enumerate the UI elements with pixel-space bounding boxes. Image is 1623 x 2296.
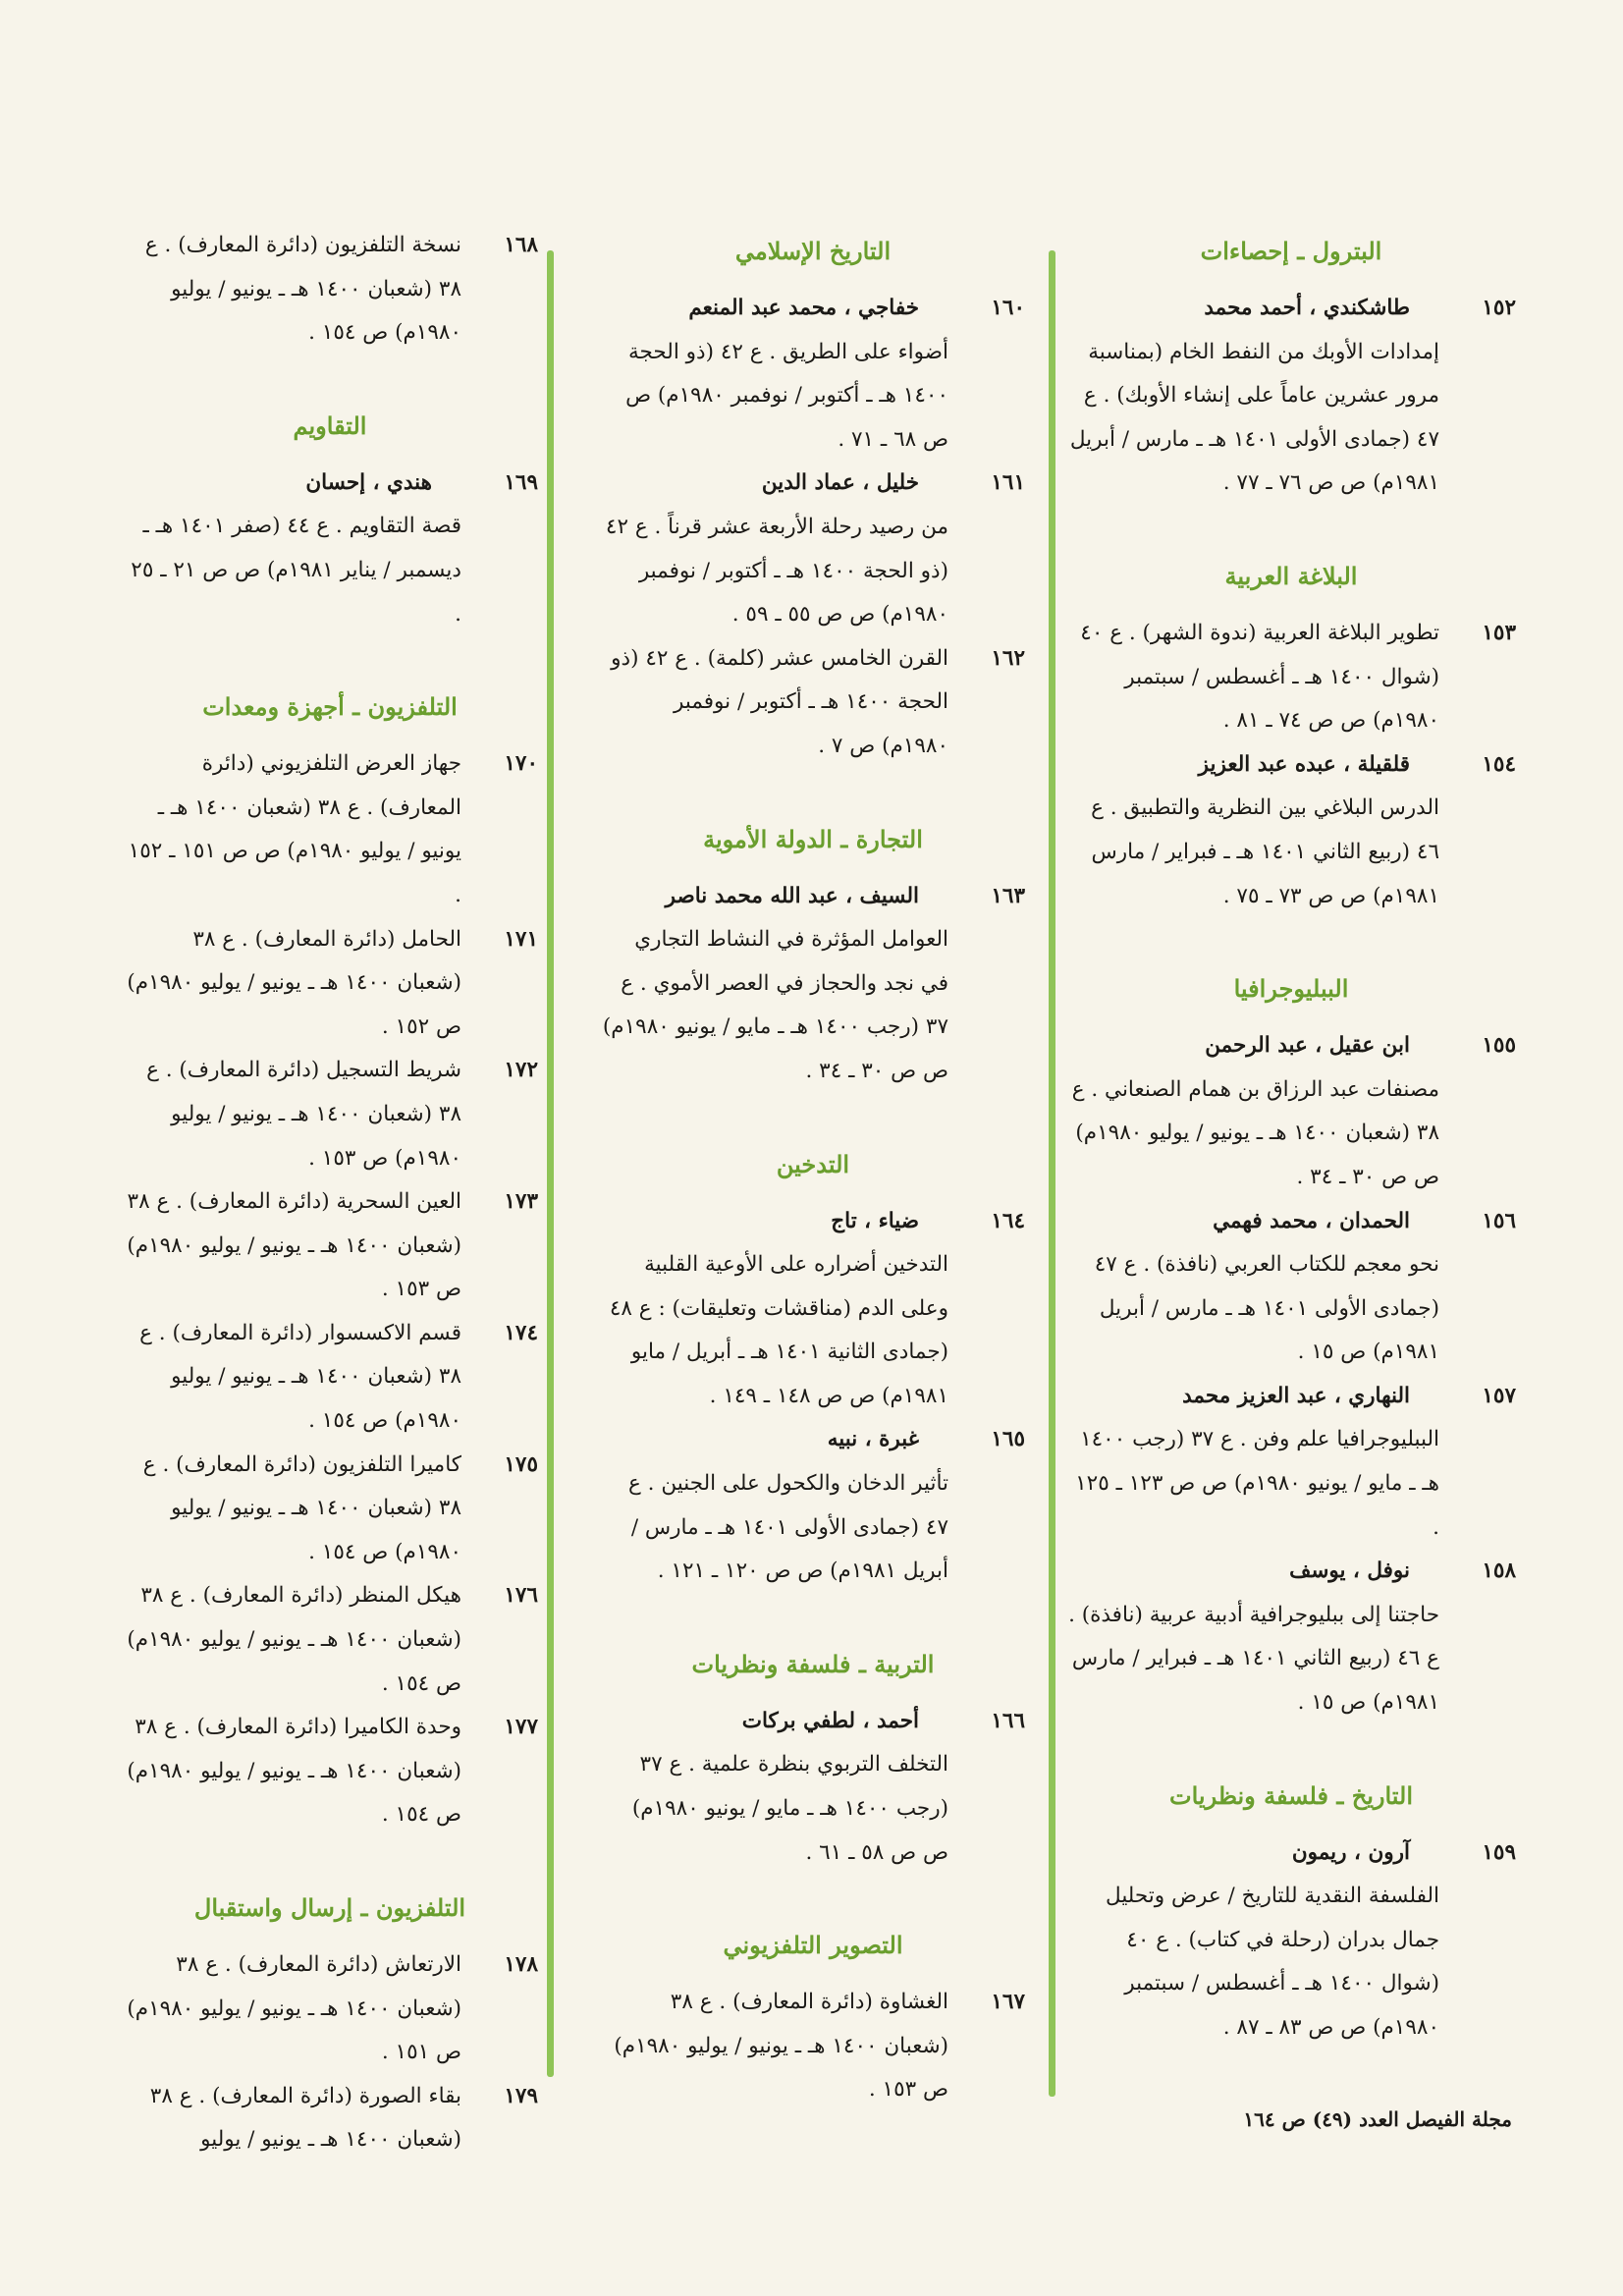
- entry-number: ١٦٦: [991, 1708, 1025, 1733]
- entry-text: الغشاوة (دائرة المعارف) . ع ٣٨ (شعبان ١٤٠٠ هـ ـ يونيو / يوليو ١٩٨٠م) ص ١٥٣ .: [614, 1990, 948, 2103]
- index-entry: [601, 1981, 1025, 2112]
- entry-text: تطوير البلاغة العربية (ندوة الشهر) . ع ٤٠ (شوال ١٤٠٠ هـ ـ أغسطس / سبتمبر ١٩٨٠م) ص ص ٧٤ ـ ٨١ .: [1080, 620, 1439, 734]
- index-entry: [1066, 1024, 1516, 1199]
- index-entry: [1066, 1375, 1516, 1550]
- entry-number: ١٧٨: [504, 1952, 538, 1977]
- entry-text: الحامل (دائرة المعارف) . ع ٣٨ (شعبان ١٤٠٠ هـ ـ يونيو / يوليو ١٩٨٠م) ص ١٥٢ .: [127, 926, 461, 1039]
- entry-author: ابن عقيل ، عبد الرحمن: [1205, 1033, 1410, 1059]
- entry-author: الحمدان ، محمد فهمي: [1213, 1208, 1410, 1233]
- entry-number: ١٥٤: [1482, 751, 1516, 777]
- section-heading: التقاويم: [293, 410, 367, 440]
- section-heading: التربية ـ فلسفة ونظريات: [691, 1649, 935, 1678]
- index-entry: [601, 287, 1025, 462]
- index-entry: [122, 742, 538, 917]
- index-entry: [122, 1049, 538, 1180]
- section-heading: التاريخ ـ فلسفة ونظريات: [1168, 1780, 1413, 1810]
- section-heading: التلفزيون ـ أجهزة ومعدات: [202, 692, 458, 722]
- index-entry: [122, 918, 538, 1050]
- entry-number: ١٦١: [991, 470, 1025, 496]
- entry-number: ١٥٣: [1482, 620, 1516, 645]
- entry-number: ١٥٨: [1482, 1558, 1516, 1584]
- entry-number: ١٦٥: [991, 1427, 1025, 1452]
- entry-number: ١٥٥: [1482, 1033, 1516, 1059]
- index-entry: [122, 462, 538, 636]
- entry-text: تأثير الدخان والكحول على الجنين . ع ٤٧ (جمادى الأولى ١٤٠١ هـ ـ مارس / أبريل ١٩٨١م) ص ص ١٢٠ ـ ١٢١ .: [628, 1471, 948, 1584]
- entry-number: ١٧٦: [504, 1583, 538, 1609]
- entry-text: وحدة الكاميرا (دائرة المعارف) . ع ٣٨ (شعبان ١٤٠٠ هـ ـ يونيو / يوليو ١٩٨٠م) ص ١٥٤ .: [127, 1715, 461, 1828]
- entry-text: بقاء الصورة (دائرة المعارف) . ع ٣٨ (شعبان ١٤٠٠ هـ ـ يونيو / يوليو: [149, 2083, 461, 2153]
- entry-author: قلقيلة ، عبده عبد العزيز: [1198, 751, 1410, 777]
- entry-text: الارتعاش (دائرة المعارف) . ع ٣٨ (شعبان ١٤٠٠ هـ ـ يونيو / يوليو ١٩٨٠م) ص ١٥١ .: [127, 1952, 461, 2065]
- index-entry: [1066, 612, 1516, 743]
- entry-text: شريط التسجيل (دائرة المعارف) . ع ٣٨ (شعبان ١٤٠٠ هـ ـ يونيو / يوليو ١٩٨٠م) ص ١٥٣ .: [146, 1058, 461, 1171]
- entry-number: ١٧٥: [504, 1451, 538, 1477]
- section-heading: التدخين: [776, 1149, 850, 1178]
- index-entry: [601, 637, 1025, 769]
- entry-number: ١٦٣: [991, 883, 1025, 908]
- index-entry: [122, 1706, 538, 1837]
- entry-author: غبرة ، نبيه: [827, 1427, 919, 1452]
- section-heading: التجارة ـ الدولة الأموية: [703, 824, 923, 853]
- section-heading: التصوير التلفزيوني: [723, 1931, 903, 1960]
- section-heading: البلاغة العربية: [1224, 561, 1358, 590]
- index-entry: [122, 1943, 538, 2075]
- entry-number: ١٧٧: [504, 1715, 538, 1740]
- column-middle: [601, 224, 1025, 2112]
- column-right: [1066, 224, 1516, 2050]
- index-entry: [122, 1180, 538, 1312]
- index-entry: [601, 462, 1025, 636]
- entry-text: التدخين أضراره على الأوعية القلبية وعلى الدم (مناقشات وتعليقات) : ع ٤٨ (جمادى الثانية ١٤٠١ هـ ـ أبريل / مايو ١٩٨١م) ص ص ١٤٨ ـ ١٤٩ .: [609, 1252, 948, 1408]
- entry-text: قسم الاكسسوار (دائرة المعارف) . ع ٣٨ (شعبان ١٤٠٠ هـ ـ يونيو / يوليو ١٩٨٠م) ص ١٥٤ .: [139, 1320, 461, 1434]
- entry-author: السيف ، عبد الله محمد ناصر: [665, 883, 919, 908]
- entry-number: ١٧٣: [504, 1189, 538, 1215]
- entry-number: ١٧٠: [504, 751, 538, 777]
- entry-number: ١٥٢: [1482, 296, 1516, 320]
- index-entry: [1066, 1831, 1516, 2050]
- entry-author: آرون ، ريمون: [1291, 1839, 1410, 1865]
- entry-author: أحمد ، لطفي بركات: [741, 1708, 919, 1733]
- entry-author: النهاري ، عبد العزيز محمد: [1182, 1383, 1410, 1408]
- entry-number: ١٦٢: [991, 645, 1025, 671]
- index-entry: [1066, 1550, 1516, 1724]
- section-heading: الببليوجرافيا: [1233, 974, 1349, 1004]
- entry-text: العوامل المؤثرة في النشاط التجاري في نجد والحجاز في العصر الأموي . ع ٣٧ (رجب ١٤٠٠ هـ ـ مايو / يونيو ١٩٨٠م) ص ص ٣٠ ـ ٣٤ .: [602, 927, 948, 1083]
- page-footer: مجلة الفيصل العدد (٤٩) ص ١٦٤: [1243, 2107, 1512, 2131]
- column-divider-left: [547, 250, 554, 2077]
- section-heading: التلفزيون ـ إرسال واستقبال: [193, 1893, 466, 1922]
- index-entry: [601, 1200, 1025, 1419]
- index-entry: [1066, 743, 1516, 918]
- entry-text: التخلف التربوي بنظرة علمية . ع ٣٧ (رجب ١٤٠٠ هـ ـ مايو / يونيو ١٩٨٠م) ص ص ٥٨ ـ ٦١ .: [631, 1752, 948, 1865]
- entry-number: ١٦٩: [504, 469, 538, 495]
- entry-text: نحو معجم للكتاب العربي (نافذة) . ع ٤٧ (جمادى الأولى ١٤٠١ هـ ـ مارس / أبريل ١٩٨١م) ص ١٥ .: [1094, 1252, 1439, 1365]
- entry-number: ١٥٦: [1482, 1208, 1516, 1233]
- entry-text: الببليوجرافيا علم وفن . ع ٣٧ (رجب ١٤٠٠ هـ ـ مايو / يونيو ١٩٨٠م) ص ص ١٢٣ ـ ١٢٥ .: [1075, 1427, 1439, 1540]
- entry-author: ضياء ، تاج: [831, 1208, 919, 1233]
- entry-number: ١٥٩: [1482, 1839, 1516, 1865]
- entry-text: حاجتنا إلى ببليوجرافية أدبية عربية (نافذة) . ع ٤٦ (ربيع الثاني ١٤٠١ هـ ـ فبراير / مارس ١٩٨١م) ص ١٥ .: [1068, 1602, 1439, 1716]
- index-entry: [122, 1574, 538, 1706]
- entry-number: ١٦٠: [991, 296, 1025, 320]
- entry-author: خليل ، عماد الدين: [761, 470, 919, 496]
- section-heading: التاريخ الإسلامي: [734, 237, 892, 265]
- entry-author: طاشكندي ، أحمد محمد: [1204, 296, 1410, 320]
- entry-text: مصنفات عبد الرزاق بن همام الصنعاني . ع ٣٨ (شعبان ١٤٠٠ هـ ـ يونيو / يوليو ١٩٨٠م) ص ص ٣٠ ـ ٣٤ .: [1071, 1076, 1439, 1189]
- entry-text: العين السحرية (دائرة المعارف) . ع ٣٨ (شعبان ١٤٠٠ هـ ـ يونيو / يوليو ١٩٨٠م) ص ١٥٣ .: [127, 1189, 461, 1302]
- entry-text: الفلسفة النقدية للتاريخ / عرض وتحليل جمال بدران (رحلة في كتاب) . ع ٤٠ (شوال ١٤٠٠ هـ ـ أغسطس / سبتمبر ١٩٨٠م) ص ص ٨٣ ـ ٨٧ .: [1106, 1884, 1439, 2040]
- entry-number: ١٧٢: [504, 1058, 538, 1083]
- entry-text: هيكل المنظر (دائرة المعارف) . ع ٣٨ (شعبان ١٤٠٠ هـ ـ يونيو / يوليو ١٩٨٠م) ص ١٥٤ .: [127, 1583, 461, 1696]
- entry-text: قصة التقاويم . ع ٤٤ (صفر ١٤٠١ هـ ـ ديسمبر / يناير ١٩٨١م) ص ص ٢١ ـ ٢٥ .: [131, 514, 461, 627]
- index-entry: [1066, 1200, 1516, 1375]
- index-entry: [601, 1418, 1025, 1593]
- entry-number: ١٥٧: [1482, 1383, 1516, 1408]
- entry-text: القرن الخامس عشر (كلمة) . ع ٤٢ (ذو الحجة ١٤٠٠ هـ ـ أكتوبر / نوفمبر ١٩٨٠م) ص ٧ .: [611, 645, 948, 758]
- index-entry: [601, 1700, 1025, 1875]
- entry-text: أضواء على الطريق . ع ٤٢ (ذو الحجة ١٤٠٠ هـ ـ أكتوبر / نوفمبر ١٩٨٠م) ص ص ٦٨ ـ ٧١ .: [625, 339, 948, 452]
- entry-number: ١٦٤: [991, 1208, 1025, 1233]
- entry-text: الدرس البلاغي بين النظرية والتطبيق . ع ٤٦ (ربيع الثاني ١٤٠١ هـ ـ فبراير / مارس ١٩٨١م) ص ص ٧٣ ـ ٧٥ .: [1091, 795, 1439, 908]
- column-divider-right: [1049, 250, 1055, 2097]
- index-entry: [122, 1312, 538, 1444]
- index-entry: [601, 875, 1025, 1094]
- entry-author: نوفل ، يوسف: [1289, 1558, 1410, 1584]
- entry-author: خفاجي ، محمد عبد المنعم: [688, 296, 919, 320]
- index-entry: [122, 1444, 538, 1575]
- entry-author: هندي ، إحسان: [305, 469, 432, 495]
- entry-text: من رصيد رحلة الأربعة عشر قرناً . ع ٤٢ (ذو الحجة ١٤٠٠ هـ ـ أكتوبر / نوفمبر ١٩٨٠م) ص ص ٥٥ ـ ٥٩ .: [605, 514, 948, 628]
- column-left: [122, 224, 538, 2162]
- index-entry: [1066, 287, 1516, 506]
- entry-number: ١٦٧: [991, 1990, 1025, 2015]
- entry-text: كاميرا التلفزيون (دائرة المعارف) . ع ٣٨ (شعبان ١٤٠٠ هـ ـ يونيو / يوليو ١٩٨٠م) ص ١٥٤ .: [142, 1451, 461, 1564]
- entry-number: ١٧١: [504, 926, 538, 952]
- entry-text: نسخة التلفزيون (دائرة المعارف) . ع ٣٨ (شعبان ١٤٠٠ هـ ـ يونيو / يوليو ١٩٨٠م) ص ١٥٤ .: [144, 233, 461, 346]
- entry-number: ١٦٨: [504, 233, 538, 257]
- section-heading: البترول ـ إحصاءات: [1200, 237, 1382, 265]
- index-entry: [122, 224, 538, 355]
- entry-text: إمدادات الأوبك من النفط الخام (بمناسبة مرور عشرين عاماً على إنشاء الأوبك) . ع ٤٧ (جمادى الأولى ١٤٠١ هـ ـ مارس / أبريل ١٩٨١م) ص ص ٧٦ ـ ٧٧ .: [1069, 339, 1439, 496]
- index-entry: [122, 2075, 538, 2162]
- entry-number: ١٧٤: [504, 1320, 538, 1345]
- entry-text: جهاز العرض التلفزيوني (دائرة المعارف) . ع ٣٨ (شعبان ١٤٠٠ هـ ـ يونيو / يوليو ١٩٨٠م) ص ص ١٥١ ـ ١٥٢ .: [128, 751, 461, 907]
- entry-number: ١٧٩: [504, 2083, 538, 2108]
